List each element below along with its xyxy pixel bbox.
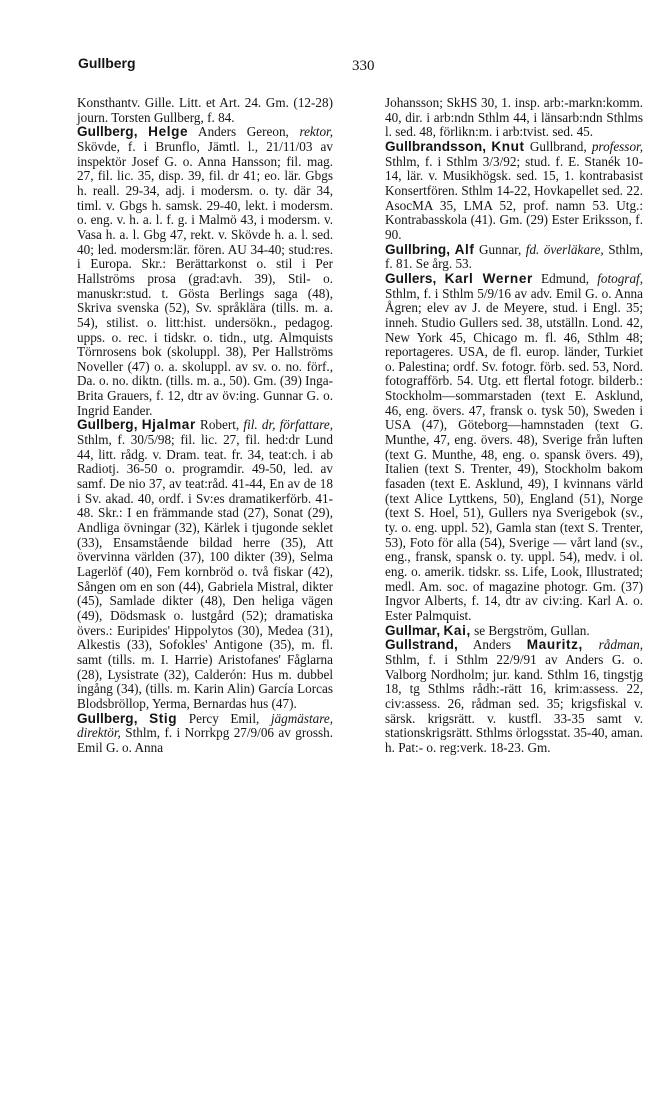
- entry-body: Sthlm, f. i Sthlm 22/9/91 av Anders G. o. Valborg Nordholm; jur. kand. Sthlm 16, tingstjg 18, tg Sthlms rådh:-rätt 16, krim:assess. 22, civ:assess. 26, rådman sed. 35; krigsfiskal v. särsk. krigsrätt. v. kustfl. 33-35 samt v. stationskrigsrätt. Sthlms örlogsstat. 35-40, aman. h. Pat:- o. reg:verk. 18-23. Gm.: [385, 651, 643, 755]
- entry-gullbrandsson-knut: [385, 140, 643, 243]
- entry-title: fil. dr, författare,: [243, 417, 333, 433]
- entry-body: Sthlm, f. i Norrkpg 27/9/06 av grossh. Emil G. o. Anna: [77, 725, 333, 755]
- entry-title: fd. överläkare,: [525, 241, 604, 257]
- entry-gullberg-stig: [77, 712, 333, 756]
- entry-body: se Bergström, Gullan.: [470, 622, 590, 638]
- entry-given-name: Karl Werner: [444, 270, 533, 286]
- entry-body: Sthlm, f. i Sthlm 3/3/92; stud. f. E. Stanék 10-14, lär. v. Musikhögsk. sed. 15, 1. kontrabasist Konsertfören. Sthlm 14-22, Hovkapellet sed. 22. AsocMA 35, LMA 52, prof. namn 53. Utg.: Kontrabasskola (41). Gm. (29) Ester Eriksson, f. 90.: [385, 153, 643, 242]
- entry-gullbring-alf: [385, 243, 643, 272]
- running-head: Gullberg: [78, 55, 136, 71]
- entry-given-name: Knut: [491, 138, 525, 154]
- entry-title: fotograf,: [597, 270, 643, 286]
- entry-gullberg-helge: [77, 125, 333, 418]
- entry-body: Skövde, f. i Brunflo, Jämtl. l., 21/11/03 av inspektör Josef G. o. Anna Hansson; fil. mag. 27, fil. lic. 35, disp. 39, fil. dr 41; eo. lär. Gbgs h. reall. 29-34, adj. i modersm. o. ty. där 34, timl. v. Gbgs h. samsk. 29-40, lekt. i modersm. o. eng. v. h. a. l. f. g. i Malmö 43, i modersm. v. Vasa h. a. l. Gbg 47, rekt. v. Skövde h. a. l. sed. 40; led. modersm:lär. fören. AU 34-40; stud:res. i Europa. Skr.: Berättarkonst o. stil i Per Hallströms prosa (grad:avh. 39), Stil- o. manuskr:stud. t. Gösta Berlings saga (48), Skriva svenska (52), Sv. språklära (tills. m. a. 54), stilist. o. litt:hist. undersökn., pedagog. upps. o. rec. i tidskr. o. tidn., utg. Almquists Törnrosens bok (skoluppl. 38), Per Hallströms Noveller (47) o. a. skoluppl. av sv. o. no. förf., Da. o. no. diktn. (tills. m. a., 50). Gm. (39) Inga-Brita Grauers, f. 12, dtr av öv:ing. Gunnar G. o. Ingrid Eander.: [77, 138, 333, 418]
- entry-other-names: Robert,: [195, 417, 244, 433]
- entry-title: jägmästare, direktör,: [77, 710, 334, 741]
- entry-body: Sthlm, f. i Sthlm 5/9/16 av adv. Emil G. o. Anna Ågren; elev av J. de Meyere, stud. i Engl. 35; inneh. Studio Gullers sed. 38, utställn. Lond. 42, New York 45, Chicago m. fl. 46, Sthlm 48; reportageres. USA, de fl. europ. länder, Turkiet o. Palestina; ordf. Sv. fotogr. förb. sed. 53, Nord. fotografförb. 54. Utg. ett flertal fotogr. bilderb.: Stockholm—sommarstaden (text E. Asklund, 46, eng. övers. 47, fransk o. tysk 50), Sweden i USA (47), Göteborg—hamnstaden (text G. Munthe, 47, eng. övers. 48), Sverige från luften (text G. Munthe, 48, eng. o. spansk övers. 49), Italien (text S. Trenter, 49), Stockholm bakom fasaden (text E. Asklund, 49), I kvinnans värld (text Alice Lyttkens, 50), England (51), Norge (text S. Hoel, 51), Gullers nya Sverigebok (sv., ty. o. eng. uppl. 52), Gamla stan (text S. Trenter, 53), Foto för alla (54), Sverige — vårt land (sv., eng., fransk, spansk o. ty. uppl. 54), medv. i ol. eng. o. amerik. tidskr. ss. Life, Look, Illustrated; medl. Am. soc. of magazine photogr. Gm. (37) Ingvor Alberts, f. 14, dtr av civ:ing. Karl A. o. Ester Palmquist.: [385, 285, 643, 623]
- entry-surname: Gullberg,: [77, 417, 138, 433]
- entry-gullberg-hjalmar: [77, 418, 333, 711]
- continued-entry-text: Konsthantv. Gille. Litt. et Art. 24. Gm. (12-28) journ. Torsten Gullberg, f. 84.: [77, 95, 333, 125]
- entry-other-names: Percy Emil,: [177, 710, 271, 726]
- entry-surname: Gullberg,: [77, 124, 138, 140]
- entry-other-names: Anders: [457, 637, 527, 653]
- entry-surname: Gullstrand,: [385, 637, 458, 653]
- entry-given-name: Kai,: [443, 622, 471, 638]
- entry-given-name: Alf: [454, 241, 475, 257]
- entry-gullers-karl-werner: [385, 272, 643, 624]
- entry-title: professor,: [591, 138, 643, 154]
- entry-given-name: Helge: [148, 124, 189, 140]
- entry-given-name: Hjalmar: [141, 417, 196, 433]
- page-number: 330: [352, 58, 375, 74]
- entry-surname: Gullmar,: [385, 622, 441, 638]
- entry-other-names: Edmund,: [532, 270, 598, 286]
- entry-surname: Gullbring,: [385, 241, 451, 257]
- entry-gullstrand-mauritz: [385, 638, 643, 755]
- entry-other-names: Anders Gereon,: [188, 124, 300, 140]
- right-column: [385, 96, 643, 756]
- entry-given-name: Stig: [149, 710, 178, 726]
- entry-gullmar-kai: [385, 624, 643, 639]
- entry-other-names: Gunnar,: [474, 241, 526, 257]
- entry-title: rektor,: [299, 124, 334, 140]
- entry-other-names: Gullbrand,: [524, 138, 592, 154]
- entry-surname: Gullbrandsson,: [385, 138, 487, 154]
- entry-title: rådman,: [598, 637, 643, 653]
- entry-body: Sthlm, f. 30/5/98; fil. lic. 27, fil. hed:dr Lund 44, litt. rådg. v. Dram. teat. fr. 34, teat:ch. i ab Radiotj. 36-50 o. programdir. 49-50, led. av samf. De nio 37, av teat:råd. 41-44, En av de 18 i Sv. akad. 40, ordf. i Sv:es dramatikerförb. 41-48. Skr.: I en främmande stad (27), Sonat (29), Andliga övningar (32), Kärlek i tjugonde seklet (33), Ensamstående bildad herre (35), Att övervinna världen (37), 100 dikter (39), Selma Lagerlöf (40), Fem kornbröd o. två fiskar (42), Sången om en son (44), Gabriela Mistral, dikter (45), Samlade dikter (48), Den heliga vägen (49), Dödsmask o. lustgård (52); dramatiska övers.: Euripides' Hippolytos (30), Medea (31), Alkestis (33), Sofokles' Antigone (35), m. fl. samt (tills. m. I. Harrie) Aristofanes' Fåglarna (28), Lysistrate (32), Calderón: Hus m. dubbel ingång (34), (tills. m. Karin Alin) García Lorcas Blodsbröllop, Yerma, Bernardas hus (47).: [77, 432, 333, 711]
- entry-surname: Gullberg,: [77, 710, 138, 726]
- entry-body: Sthlm, f. 81. Se årg. 53.: [385, 241, 643, 272]
- left-column: [77, 96, 333, 756]
- entry-surname: Gullers,: [385, 270, 437, 286]
- continued-entry-text: Johansson; SkHS 30, 1. insp. arb:-markn:komm. 40, dir. i arb:ndn Sthlm 44, i länsarb:ndn Sthlms l. sed. 48, förlikn:m. i arb:tvist. sed. 45.: [385, 95, 643, 140]
- entry-given-name: Mauritz,: [526, 637, 583, 653]
